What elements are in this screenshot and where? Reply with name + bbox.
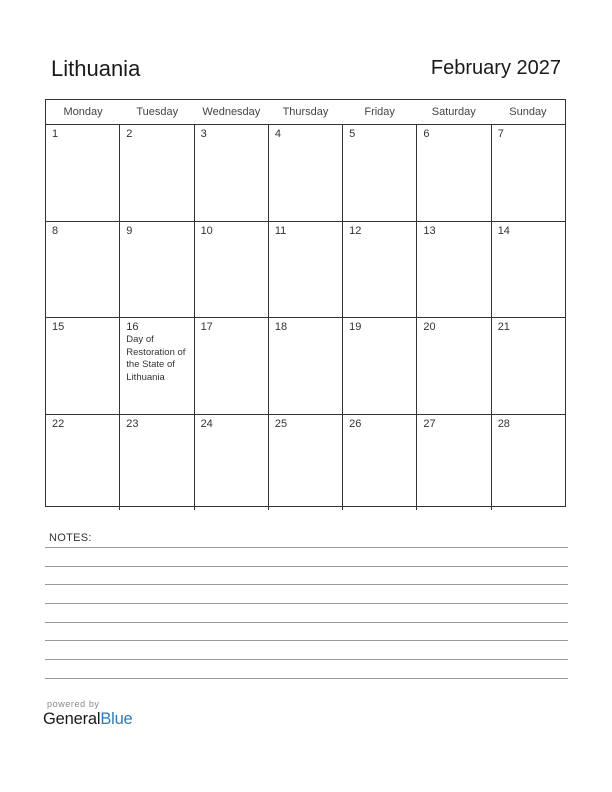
weekday-wednesday: Wednesday — [202, 106, 261, 118]
day-number: 11 — [274, 224, 287, 237]
day-number: 22 — [52, 417, 65, 430]
day-number: 3 — [200, 128, 207, 140]
day-number: 14 — [497, 224, 510, 237]
country-title: Lithuania — [51, 56, 141, 81]
day-cell[interactable] — [120, 222, 194, 318]
day-cell[interactable] — [417, 125, 491, 221]
day-number: 24 — [200, 417, 213, 430]
day-cell[interactable] — [46, 222, 120, 318]
note-line[interactable] — [45, 659, 568, 660]
day-number: 2 — [126, 128, 133, 140]
day-number: 5 — [349, 128, 356, 140]
day-cell[interactable] — [195, 318, 269, 414]
notes-label: NOTES: — [49, 532, 92, 544]
day-cell[interactable] — [417, 222, 491, 318]
note-line[interactable] — [45, 547, 568, 548]
day-cell[interactable] — [417, 318, 491, 414]
day-number: 28 — [497, 417, 510, 430]
day-number: 13 — [423, 224, 436, 237]
day-cell[interactable] — [492, 222, 565, 318]
powered-by-text: powered by — [47, 699, 100, 709]
day-cell[interactable] — [269, 415, 343, 511]
day-cell[interactable] — [492, 125, 565, 221]
day-number: 23 — [126, 417, 139, 430]
day-cell[interactable] — [195, 125, 269, 221]
weekday-thursday: Thursday — [282, 106, 329, 118]
day-number: 18 — [274, 321, 288, 333]
brand-blue: Blue — [100, 710, 133, 728]
day-number: 4 — [274, 128, 281, 140]
note-line[interactable] — [45, 640, 568, 641]
day-number: 6 — [423, 128, 430, 140]
day-number: 1 — [52, 128, 59, 140]
day-number: 26 — [349, 417, 362, 430]
day-cell[interactable] — [343, 415, 417, 511]
day-number: 25 — [274, 417, 288, 430]
day-number: 15 — [52, 321, 65, 333]
day-cell[interactable] — [120, 125, 194, 221]
day-number: 17 — [200, 321, 213, 333]
day-cell[interactable] — [492, 318, 565, 414]
day-number: 27 — [423, 417, 436, 430]
note-line[interactable] — [45, 603, 568, 604]
weekday-sunday: Sunday — [509, 106, 547, 118]
week-row-1 — [46, 125, 565, 222]
week-row-4 — [46, 415, 565, 511]
day-number: 10 — [200, 224, 213, 237]
day-number: 8 — [52, 224, 59, 237]
day-number: 20 — [423, 321, 436, 333]
day-cell[interactable] — [195, 415, 269, 511]
day-cell[interactable] — [46, 318, 120, 414]
day-number: 16 — [126, 321, 139, 333]
note-line[interactable] — [45, 584, 568, 585]
note-line[interactable] — [45, 678, 568, 679]
day-number: 7 — [497, 128, 504, 140]
weekday-header-row — [46, 100, 565, 125]
generalblue-logo[interactable] — [43, 710, 133, 729]
day-cell[interactable] — [492, 415, 565, 511]
note-line[interactable] — [45, 566, 568, 567]
weekday-monday: Monday — [63, 106, 103, 118]
calendar-grid — [45, 99, 566, 507]
month-year-title: February 2027 — [430, 57, 561, 79]
day-cell[interactable] — [46, 415, 120, 511]
day-cell-holiday[interactable] — [120, 318, 194, 414]
day-cell[interactable] — [46, 125, 120, 221]
day-number: 12 — [349, 224, 362, 237]
day-cell[interactable] — [195, 222, 269, 318]
weekday-saturday: Saturday — [431, 106, 476, 118]
day-cell[interactable] — [343, 222, 417, 318]
day-number: 9 — [126, 224, 133, 237]
day-cell[interactable] — [343, 318, 417, 414]
day-cell[interactable] — [269, 222, 343, 318]
weekday-tuesday: Tuesday — [136, 106, 179, 118]
day-number: 21 — [497, 321, 510, 333]
day-cell[interactable] — [343, 125, 417, 221]
week-row-2 — [46, 222, 565, 319]
day-cell[interactable] — [269, 318, 343, 414]
weekday-friday: Friday — [364, 106, 395, 118]
day-cell[interactable] — [417, 415, 491, 511]
day-number: 19 — [349, 321, 362, 333]
day-cell[interactable] — [120, 415, 194, 511]
note-line[interactable] — [45, 622, 568, 623]
week-row-3 — [46, 318, 565, 415]
holiday-label: Day of Restoration of the State of Lithuania — [126, 334, 186, 383]
brand-general: General — [43, 710, 101, 728]
day-cell[interactable] — [269, 125, 343, 221]
